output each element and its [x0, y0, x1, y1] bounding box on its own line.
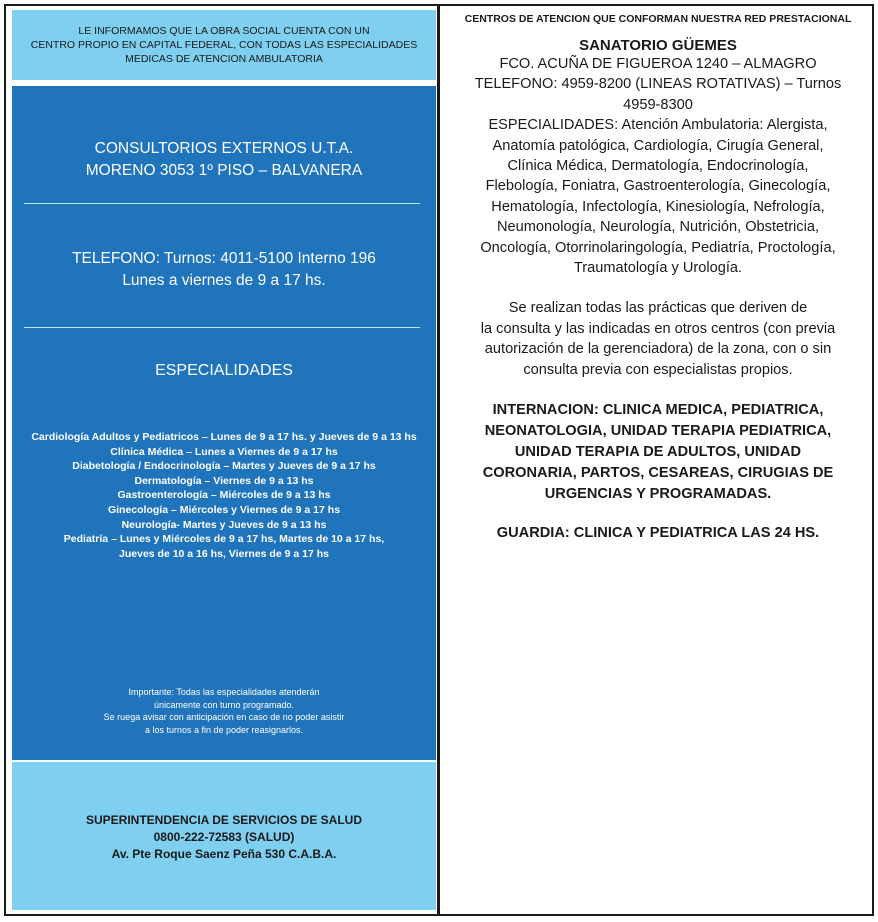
- superintendencia-line: Av. Pte Roque Saenz Peña 530 C.A.B.A.: [111, 847, 337, 861]
- internacion-line: CORONARIA, PARTOS, CESAREAS, CIRUGIAS DE: [482, 465, 834, 482]
- superintendencia-line: SUPERINTENDENCIA DE SERVICIOS DE SALUD: [85, 813, 363, 827]
- separator-line: [24, 327, 420, 328]
- sanatorio-line: FCO. ACUÑA DE FIGUEROA 1240 – ALMAGRO: [499, 56, 817, 72]
- practicas-line: la consulta y las indicadas en otros centros (con previa: [480, 320, 836, 337]
- info-line: LE INFORMAMOS QUE LA OBRA SOCIAL CUENTA CON UN: [78, 25, 370, 37]
- consultorios-address: [12, 138, 436, 182]
- info-line: MEDICAS DE ATENCION AMBULATORIA: [125, 53, 323, 65]
- practicas-paragraph: [448, 298, 868, 380]
- practicas-line: consulta previa con especialistas propios.: [523, 361, 793, 378]
- practicas-line: Se realizan todas las prácticas que deriven de: [508, 300, 808, 317]
- especialidad-item: Ginecología – Miércoles y Viernes de 9 a 17 hs: [107, 503, 341, 516]
- especialidad-item: Neurología- Martes y Jueves de 9 a 13 hs: [121, 518, 327, 531]
- internacion-line: URGENCIAS Y PROGRAMADAS.: [544, 486, 772, 503]
- especialidades-list: [12, 430, 436, 561]
- superintendencia-box: [12, 762, 436, 910]
- practicas-line: autorización de la gerenciadora) de la zona, con o sin: [484, 341, 832, 358]
- sanatorio-line: Oncología, Otorrinolaringología, Pediatría, Proctología,: [480, 239, 836, 256]
- consultorios-line: CONSULTORIOS EXTERNOS U.T.A.: [94, 140, 354, 157]
- sanatorio-line: Traumatología y Urología.: [573, 260, 743, 277]
- telefono-line: Lunes a viernes de 9 a 17 hs.: [122, 272, 326, 289]
- important-line: Importante: Todas las especialidades atenderán: [128, 687, 320, 697]
- red-prestacional-heading: CENTROS DE ATENCION QUE CONFORMAN NUESTRA RED PRESTACIONAL: [464, 13, 852, 25]
- sanatorio-line: Hematología, Infectología, Kinesiología, Nefrología,: [491, 198, 825, 215]
- internacion-block: [448, 400, 868, 505]
- info-line: CENTRO PROPIO EN CAPITAL FEDERAL, CON TODAS LAS ESPECIALIDADES: [30, 39, 418, 51]
- sanatorio-line: Clínica Médica, Dermatología, Endocrinología,: [507, 158, 809, 175]
- superintendencia-line: 0800-222-72583 (SALUD): [153, 830, 295, 844]
- sanatorio-line: Flebología, Foniatra, Gastroenterología, Ginecología,: [485, 178, 831, 195]
- sanatorio-line: 4959-8300: [623, 96, 693, 113]
- internacion-line: INTERNACION: CLINICA MEDICA, PEDIATRICA,: [492, 402, 824, 419]
- sanatorio-line: ESPECIALIDADES: Atención Ambulatoria: Alergista,: [488, 117, 828, 134]
- important-line: a los turnos a fin de poder reasignarlos.: [144, 724, 304, 735]
- separator-line: [24, 203, 420, 204]
- important-note: [12, 686, 436, 736]
- especialidad-item: Pediatría – Lunes y Miércoles de 9 a 17 hs, Martes de 10 a 17 hs,: [63, 533, 385, 546]
- consultorios-line: MORENO 3053 1º PISO – BALVANERA: [85, 162, 363, 179]
- internacion-line: UNIDAD TERAPIA DE ADULTOS, UNIDAD: [514, 444, 802, 461]
- sanatorio-line: Neumonología, Neurología, Nutrición, Obstetricia,: [496, 219, 820, 236]
- especialidad-item: Gastroenterología – Miércoles de 9 a 13 hs: [117, 489, 331, 502]
- especialidad-item: Cardiología Adultos y Pediatricos – Lunes de 9 a 17 hs. y Jueves de 9 a 13 hs: [31, 431, 417, 443]
- especialidad-item: Diabetología / Endocrinología – Martes y Jueves de 9 a 17 hs: [72, 460, 376, 473]
- telefono-line: TELEFONO: Turnos: 4011-5100 Interno 196: [72, 250, 376, 267]
- especialidades-title: ESPECIALIDADES: [155, 362, 293, 379]
- sanatorio-line: TELEFONO: 4959-8200 (LINEAS ROTATIVAS) – Turnos: [474, 76, 842, 93]
- sanatorio-details: [448, 54, 868, 278]
- especialidad-item: Dermatología – Viernes de 9 a 13 hs: [134, 474, 314, 487]
- especialidad-item: Clínica Médica – Lunes a Viernes de 9 a 17 hs: [110, 445, 338, 458]
- column-divider: [437, 4, 440, 916]
- important-line: únicamente con turno programado.: [153, 699, 295, 710]
- right-column: [448, 10, 868, 541]
- internacion-line: NEONATOLOGIA, UNIDAD TERAPIA PEDIATRICA,: [484, 423, 832, 440]
- consultorios-panel: [12, 86, 436, 760]
- telefono-info: [12, 248, 436, 292]
- sanatorio-line: Anatomía patológica, Cardiología, Cirugía General,: [492, 137, 824, 154]
- important-line: Se ruega avisar con anticipación en caso de no poder asistir: [103, 712, 345, 722]
- guardia-text: GUARDIA: CLINICA Y PEDIATRICA LAS 24 HS.: [496, 525, 820, 542]
- sanatorio-name: SANATORIO GÜEMES: [579, 37, 737, 54]
- especialidad-item: Jueves de 10 a 16 hs, Viernes de 9 a 17 hs: [119, 547, 329, 560]
- info-box: [12, 10, 436, 80]
